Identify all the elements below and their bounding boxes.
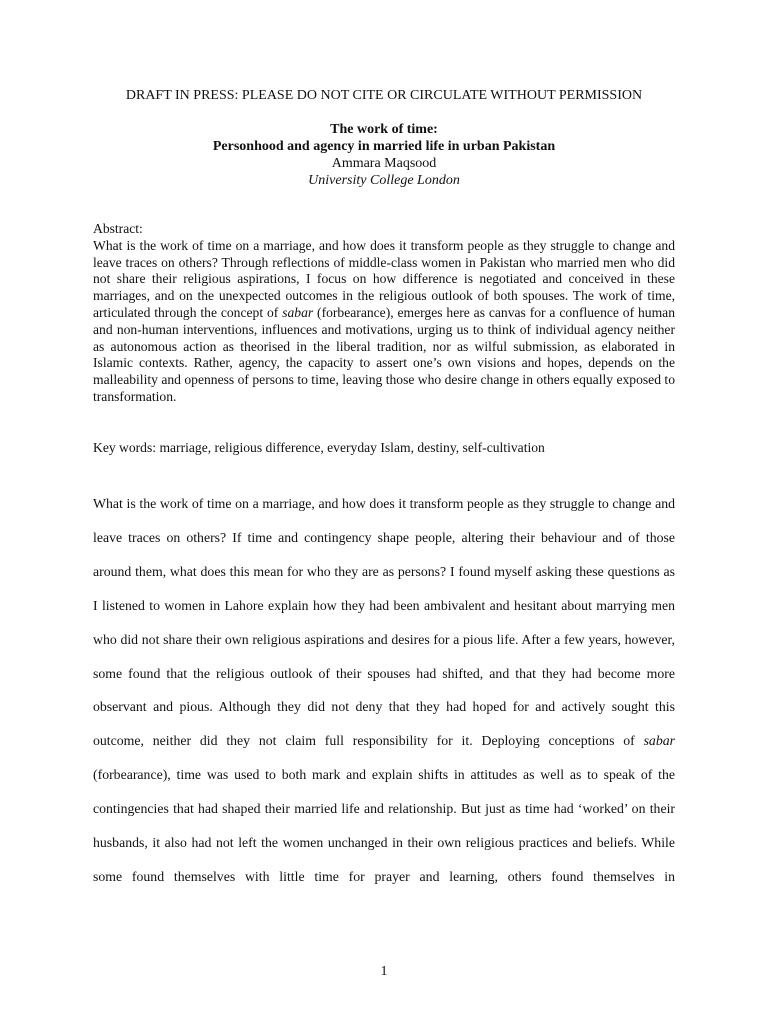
paper-title: The work of time: (330, 122, 438, 137)
page-number: 1 (380, 964, 388, 979)
abstract-heading: Abstract: (93, 221, 143, 236)
author-affiliation: University College London (308, 173, 460, 188)
abstract-term: sabar (282, 304, 314, 320)
body-term: sabar (643, 733, 675, 749)
abstract-text-part2: (forbearance), emerges here as canvas for a confluence of human and non-human interventions, influences and motivations, urging us to think of individual agency neither as autonomous action as theorised in the liberal tradition, nor as wilful submission, as elaborated in Islamic contexts. Rather, agency, the capacity to assert one’s own visions and hopes, depends on the malleability and openness of persons to time, leaving those who desire change in others equally exposed to transformation. (93, 304, 675, 404)
draft-notice: DRAFT IN PRESS: PLEASE DO NOT CITE OR CIRCULATE WITHOUT PERMISSION (125, 88, 643, 103)
body-text-part2: (forbearance), time was used to both mark and explain shifts in attitudes as well as to speak of the contingencies that had shaped their married life and relationship. But just as time had ‘worked’ on their husbands, it also had not left the women unchanged in their own religious practices and beliefs. While some found themselves with little time for prayer and learning, others found themselves in (93, 767, 675, 884)
paper-subtitle: Personhood and agency in married life in urban Pakistan (212, 139, 556, 154)
abstract-text (93, 238, 675, 406)
abstract-text-part1: What is the work of time on a marriage, and how does it transform people as they struggle to change and leave traces on others? Through reflections of middle-class women in Pakistan who married men who did not share their religious aspirations, I focus on how difference is negotiated and conceived in these marriages, and on the unexpected outcomes in the religious outlook of both spouses. The work of time, articulated through the concept of (93, 237, 675, 320)
author-name: Ammara Maqsood (331, 156, 437, 171)
abstract-section (93, 221, 675, 406)
title-block (0, 121, 768, 189)
body-paragraph (93, 487, 675, 894)
keywords: Key words: marriage, religious difference, everyday Islam, destiny, self-cultivation (93, 440, 545, 455)
body-text-part1: What is the work of time on a marriage, and how does it transform people as they struggle to change and leave traces on others? If time and contingency shape people, altering their behaviour and of those around them, what does this mean for who they are as persons? I found myself asking these questions as I listened to women in Lahore explain how they had been ambivalent and hesitant about marrying men who did not share their own religious aspirations and desires for a pious life. After a few years, however, some found that the religious outlook of their spouses had shifted, and that they had become more observant and pious. Although they did not deny that they had hoped for and actively sought this outcome, neither did they not claim full responsibility for it. Deploying conceptions of (93, 496, 675, 749)
